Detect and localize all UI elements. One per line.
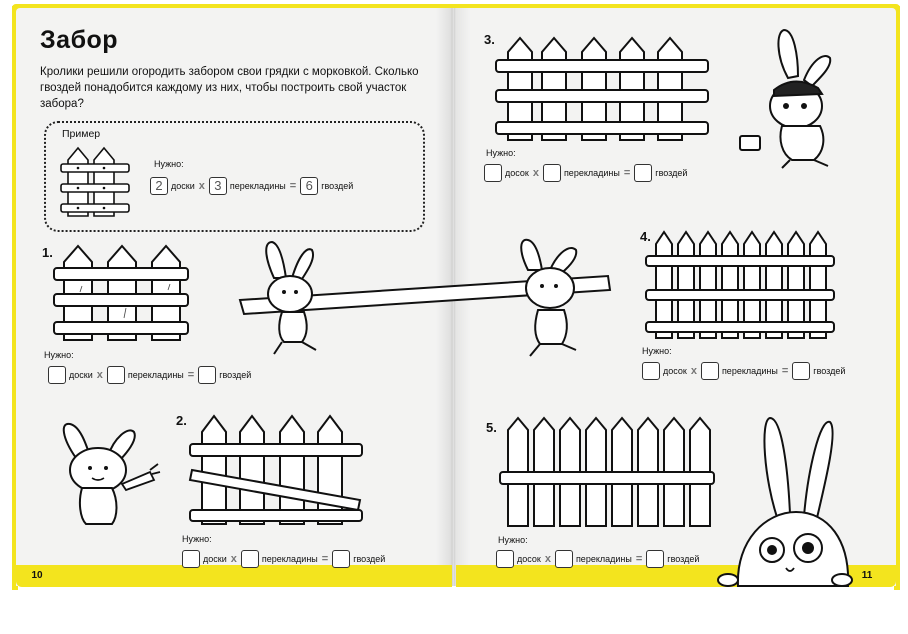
example-nails-label: гвоздей	[321, 181, 354, 191]
task4-equation	[642, 362, 845, 380]
example-label: Пример	[62, 128, 101, 140]
task1-boards-input[interactable]	[48, 366, 66, 384]
task2-nails-label: гвоздей	[353, 554, 386, 564]
bunny-with-carrot-illustration	[52, 418, 162, 530]
task1-equation	[48, 366, 251, 384]
example-boards-box: 2	[150, 177, 168, 195]
task1-rails-input[interactable]	[107, 366, 125, 384]
task2-equation	[182, 550, 385, 568]
example-rails-box: 3	[209, 177, 227, 195]
task5-equals-sign: =	[635, 553, 643, 565]
example-boards-label: доски	[171, 181, 195, 191]
task4-fence-illustration	[644, 228, 836, 344]
example-fence-illustration	[58, 140, 138, 220]
task3-need-label: Нужно:	[486, 148, 516, 158]
task5-rails-label: перекладины	[575, 554, 632, 564]
task3-boards-input[interactable]	[484, 164, 502, 182]
task5-equation	[496, 550, 699, 568]
task5-boards-label: досок	[517, 554, 541, 564]
task1-nails-label: гвоздей	[219, 370, 252, 380]
task4-boards-label: досок	[663, 366, 687, 376]
peeking-bunny-illustration	[716, 410, 856, 586]
task3-rails-label: перекладины	[563, 168, 620, 178]
task4-multiply-sign: x	[690, 365, 697, 377]
task3-number: 3.	[484, 32, 495, 47]
example-need-label: Нужно:	[154, 159, 184, 169]
page-number-left: 10	[31, 570, 43, 581]
example-rails-label: перекладины	[229, 181, 286, 191]
task3-multiply-sign: x	[532, 167, 539, 179]
task2-fence-illustration	[188, 412, 368, 530]
task1-need-label: Нужно:	[44, 350, 74, 360]
task2-need-label: Нужно:	[182, 534, 212, 544]
bunnies-carrying-plank-illustration	[238, 238, 610, 366]
task1-fence-illustration	[52, 242, 192, 346]
intro-text: Кролики решили огородить забором свои грядки с морковкой. Сколько гвоздей понадобится каждому из них, чтобы построить свой участок забора?	[40, 66, 419, 110]
task1-rails-label: перекладины	[127, 370, 184, 380]
task1-number: 1.	[42, 245, 53, 260]
task3-equals-sign: =	[623, 167, 631, 179]
task4-rails-label: перекладины	[721, 366, 778, 376]
task4-equals-sign: =	[781, 365, 789, 377]
task4-boards-input[interactable]	[642, 362, 660, 380]
task5-boards-input[interactable]	[496, 550, 514, 568]
task1-multiply-sign: x	[96, 369, 103, 381]
example-equation	[150, 177, 353, 195]
task3-nails-input[interactable]	[634, 164, 652, 182]
task5-rails-input[interactable]	[555, 550, 573, 568]
task2-multiply-sign: x	[230, 553, 237, 565]
task4-rails-input[interactable]	[701, 362, 719, 380]
task4-nails-input[interactable]	[792, 362, 810, 380]
task1-boards-label: доски	[69, 370, 93, 380]
task4-number: 4.	[640, 229, 651, 244]
task5-need-label: Нужно:	[498, 535, 528, 545]
task3-fence-illustration	[494, 36, 712, 144]
example-multiply-sign: x	[198, 180, 205, 192]
task2-boards-label: доски	[203, 554, 227, 564]
bottom-band-left	[16, 565, 452, 587]
task1-equals-sign: =	[187, 369, 195, 381]
task2-equals-sign: =	[321, 553, 329, 565]
task2-nails-input[interactable]	[332, 550, 350, 568]
example-equals-sign: =	[289, 180, 297, 192]
task3-nails-label: гвоздей	[655, 168, 688, 178]
task2-number: 2.	[176, 413, 187, 428]
task4-need-label: Нужно:	[642, 346, 672, 356]
task2-boards-input[interactable]	[182, 550, 200, 568]
task2-rails-input[interactable]	[241, 550, 259, 568]
task5-nails-label: гвоздей	[667, 554, 700, 564]
task5-number: 5.	[486, 420, 497, 435]
task2-rails-label: перекладины	[261, 554, 318, 564]
task3-equation	[484, 164, 687, 182]
task4-nails-label: гвоздей	[813, 366, 846, 376]
task5-multiply-sign: x	[544, 553, 551, 565]
page-title: Забор	[40, 26, 119, 54]
task3-boards-label: досок	[505, 168, 529, 178]
task3-rails-input[interactable]	[543, 164, 561, 182]
page-number-right: 11	[861, 570, 873, 581]
task5-nails-input[interactable]	[646, 550, 664, 568]
bunny-with-cap-illustration	[736, 26, 846, 186]
example-nails-box: 6	[300, 177, 318, 195]
task5-fence-illustration	[498, 414, 718, 532]
task1-nails-input[interactable]	[198, 366, 216, 384]
